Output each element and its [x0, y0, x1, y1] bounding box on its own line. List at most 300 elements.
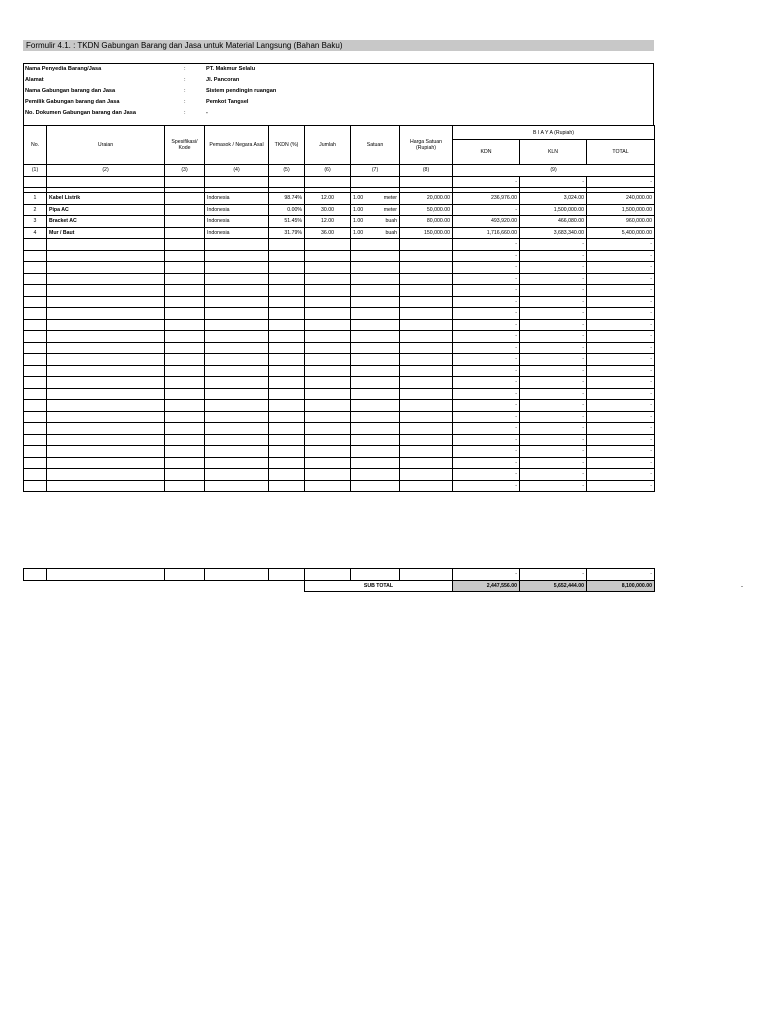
cell	[165, 469, 205, 481]
kln-cell: -	[520, 354, 587, 366]
item-harga: 150,000.00	[400, 227, 453, 239]
total-cell: -	[587, 365, 655, 377]
total-cell: -	[587, 296, 655, 308]
cell	[305, 569, 351, 581]
item-spesifikasi	[165, 227, 205, 239]
table-row	[24, 469, 655, 481]
item-satuan	[351, 204, 400, 216]
table-row	[24, 285, 655, 297]
cell	[400, 446, 453, 458]
cell	[351, 411, 400, 423]
total-cell: -	[587, 569, 655, 581]
cell	[205, 319, 269, 331]
cell	[205, 176, 269, 188]
table-row	[24, 377, 655, 389]
kln-cell: -	[520, 239, 587, 251]
cell	[400, 342, 453, 354]
item-satuan	[351, 216, 400, 228]
cell	[400, 411, 453, 423]
item-uraian: Kabel Listrik	[47, 193, 165, 205]
satuan-unit: buah	[385, 218, 397, 225]
cell	[165, 273, 205, 285]
item-total: 960,000.00	[587, 216, 655, 228]
cell	[165, 176, 205, 188]
item-pemasok: Indonesia	[205, 227, 269, 239]
cell	[47, 308, 165, 320]
table-row	[24, 227, 655, 239]
cell	[24, 480, 47, 492]
cell	[47, 250, 165, 262]
subtotal-kdn: 2,447,556.00	[453, 580, 520, 592]
cell	[205, 569, 269, 581]
item-pemasok: Indonesia	[205, 193, 269, 205]
cell	[205, 469, 269, 481]
col-num: (4)	[205, 165, 269, 177]
kln-cell: -	[520, 400, 587, 412]
cell	[400, 262, 453, 274]
spacer	[24, 580, 305, 592]
cell	[205, 400, 269, 412]
cell	[47, 434, 165, 446]
cell	[205, 262, 269, 274]
cell	[165, 239, 205, 251]
kln-cell: -	[520, 569, 587, 581]
col-num: (2)	[47, 165, 165, 177]
item-uraian: Bracket AC	[47, 216, 165, 228]
cell	[24, 365, 47, 377]
cell	[47, 176, 165, 188]
cell	[24, 423, 47, 435]
cell	[351, 354, 400, 366]
table-row	[24, 250, 655, 262]
kdn-cell: -	[453, 388, 520, 400]
cell	[400, 285, 453, 297]
item-jumlah: 12.00	[305, 193, 351, 205]
cell	[351, 262, 400, 274]
total-cell: -	[587, 319, 655, 331]
cell	[351, 308, 400, 320]
kln-cell: -	[520, 365, 587, 377]
table-row	[24, 239, 655, 251]
total-cell: -	[587, 308, 655, 320]
cell	[269, 434, 305, 446]
col-num: (6)	[305, 165, 351, 177]
kln-cell: -	[520, 457, 587, 469]
cell	[351, 285, 400, 297]
cell	[24, 273, 47, 285]
cell	[47, 342, 165, 354]
cell	[205, 250, 269, 262]
cell	[24, 400, 47, 412]
satuan-unit: meter	[383, 206, 397, 213]
kdn-cell: -	[453, 176, 520, 188]
item-kln: 1,500,000.00	[520, 204, 587, 216]
cell	[165, 296, 205, 308]
total-cell: -	[587, 342, 655, 354]
kln-cell: -	[520, 423, 587, 435]
cell	[269, 308, 305, 320]
table-row	[24, 342, 655, 354]
cell	[24, 388, 47, 400]
cell	[269, 569, 305, 581]
cell	[24, 377, 47, 389]
item-kdn: 236,976.00	[453, 193, 520, 205]
kdn-cell: -	[453, 469, 520, 481]
table-row	[24, 262, 655, 274]
header-total: TOTAL	[587, 140, 655, 165]
info-row	[24, 64, 653, 75]
header-row-top	[24, 126, 655, 140]
cell	[305, 262, 351, 274]
cell	[305, 446, 351, 458]
cell	[205, 388, 269, 400]
cell	[400, 400, 453, 412]
info-value: -	[206, 110, 208, 116]
cell	[269, 354, 305, 366]
cell	[400, 239, 453, 251]
cell	[269, 239, 305, 251]
cell	[305, 296, 351, 308]
kln-cell: -	[520, 469, 587, 481]
info-row	[24, 108, 653, 119]
cell	[351, 446, 400, 458]
kdn-cell: -	[453, 377, 520, 389]
info-colon: :	[184, 77, 186, 83]
total-cell: -	[587, 411, 655, 423]
table-row	[24, 296, 655, 308]
subtotal-row	[24, 580, 655, 592]
header-satuan: Satuan	[351, 126, 400, 165]
cell	[400, 331, 453, 343]
cell	[205, 331, 269, 343]
table-row	[24, 411, 655, 423]
item-kdn: -	[453, 204, 520, 216]
item-spesifikasi	[165, 193, 205, 205]
cell	[269, 411, 305, 423]
cell	[47, 331, 165, 343]
cell	[165, 342, 205, 354]
cell	[269, 480, 305, 492]
table-row	[24, 204, 655, 216]
cell	[400, 319, 453, 331]
tkdn-table	[23, 125, 655, 492]
item-uraian: Mur / Baut	[47, 227, 165, 239]
item-tkdn: 51.45%	[269, 216, 305, 228]
table-row	[24, 273, 655, 285]
item-kln: 3,683,340.00	[520, 227, 587, 239]
cell	[24, 308, 47, 320]
cell	[47, 423, 165, 435]
col-num: (7)	[351, 165, 400, 177]
info-label: Pemilik Gabungan barang dan Jasa	[25, 99, 120, 105]
header-spesifikasi: Spesifikasi/ Kode	[165, 126, 205, 165]
cell	[400, 388, 453, 400]
cell	[165, 250, 205, 262]
item-harga: 20,000.00	[400, 193, 453, 205]
kdn-cell: -	[453, 446, 520, 458]
info-value: Jl. Pancoran	[206, 77, 240, 83]
cell	[24, 239, 47, 251]
cell	[24, 457, 47, 469]
col-num: (5)	[269, 165, 305, 177]
kln-cell: -	[520, 308, 587, 320]
satuan-unit: buah	[385, 229, 397, 236]
cell	[305, 411, 351, 423]
cell	[400, 273, 453, 285]
cell	[269, 273, 305, 285]
table-row	[24, 446, 655, 458]
cell	[351, 365, 400, 377]
info-row	[24, 75, 653, 86]
cell	[400, 377, 453, 389]
cell	[24, 296, 47, 308]
total-cell: -	[587, 176, 655, 188]
cell	[400, 176, 453, 188]
kln-cell: -	[520, 377, 587, 389]
kdn-cell: -	[453, 262, 520, 274]
cell	[47, 480, 165, 492]
header-tkdn: TKDN (%)	[269, 126, 305, 165]
total-cell: -	[587, 457, 655, 469]
table-row	[24, 388, 655, 400]
cell	[305, 469, 351, 481]
cell	[351, 480, 400, 492]
kln-cell: -	[520, 176, 587, 188]
table-row	[24, 457, 655, 469]
cell	[269, 388, 305, 400]
cell	[24, 342, 47, 354]
col-num: (3)	[165, 165, 205, 177]
cell	[24, 434, 47, 446]
cell	[400, 469, 453, 481]
satuan-qty: 1.00	[353, 195, 364, 202]
total-cell: -	[587, 480, 655, 492]
cell	[24, 250, 47, 262]
cell	[351, 457, 400, 469]
info-label: No. Dokumen Gabungan barang dan Jasa	[25, 110, 136, 116]
cell	[165, 411, 205, 423]
header-kln: KLN	[520, 140, 587, 165]
header-biaya: B I A Y A (Rupiah)	[453, 126, 655, 140]
kln-cell: -	[520, 262, 587, 274]
blank-row	[24, 569, 655, 581]
cell	[24, 262, 47, 274]
header-jumlah: Jumlah	[305, 126, 351, 165]
cell	[47, 469, 165, 481]
info-colon: :	[184, 110, 186, 116]
total-cell: -	[587, 250, 655, 262]
kdn-cell: -	[453, 457, 520, 469]
table-row	[24, 480, 655, 492]
cell	[205, 377, 269, 389]
kln-cell: -	[520, 388, 587, 400]
cell	[165, 457, 205, 469]
total-cell: -	[587, 423, 655, 435]
item-pemasok: Indonesia	[205, 216, 269, 228]
header-no: No.	[24, 126, 47, 165]
cell	[305, 342, 351, 354]
cell	[269, 331, 305, 343]
total-cell: -	[587, 239, 655, 251]
cell	[47, 365, 165, 377]
cell	[165, 354, 205, 366]
cell	[269, 319, 305, 331]
cell	[24, 331, 47, 343]
total-cell: -	[587, 262, 655, 274]
cell	[205, 365, 269, 377]
cell	[205, 285, 269, 297]
cell	[24, 411, 47, 423]
item-total: 1,500,000.00	[587, 204, 655, 216]
total-cell: -	[587, 388, 655, 400]
cell	[24, 354, 47, 366]
cell	[400, 569, 453, 581]
kdn-cell: -	[453, 319, 520, 331]
cell	[351, 388, 400, 400]
item-satuan	[351, 193, 400, 205]
cell	[205, 423, 269, 435]
cell	[24, 176, 47, 188]
cell	[305, 285, 351, 297]
subtotal-total: 8,100,000.00	[587, 580, 655, 592]
info-value: PT. Makmur Selalu	[206, 66, 256, 72]
cell	[269, 469, 305, 481]
cell	[351, 342, 400, 354]
cell	[400, 480, 453, 492]
item-no: 1	[24, 193, 47, 205]
cell	[351, 296, 400, 308]
cell	[351, 377, 400, 389]
cell	[165, 569, 205, 581]
cell	[205, 239, 269, 251]
col-num: (8)	[400, 165, 453, 177]
kln-cell: -	[520, 331, 587, 343]
item-pemasok: Indonesia	[205, 204, 269, 216]
table-row	[24, 331, 655, 343]
cell	[305, 308, 351, 320]
cell	[47, 446, 165, 458]
cell	[205, 308, 269, 320]
cell	[205, 480, 269, 492]
cell	[205, 446, 269, 458]
cell	[269, 262, 305, 274]
satuan-qty: 1.00	[353, 206, 364, 213]
item-tkdn: 31.79%	[269, 227, 305, 239]
cell	[165, 308, 205, 320]
cell	[205, 411, 269, 423]
cell	[305, 239, 351, 251]
cell	[400, 250, 453, 262]
col-num: (1)	[24, 165, 47, 177]
table-row	[24, 434, 655, 446]
info-value: Sistem pendingin ruangan	[206, 88, 277, 94]
item-tkdn: 0.00%	[269, 204, 305, 216]
info-colon: :	[184, 66, 186, 72]
kdn-cell: -	[453, 480, 520, 492]
cell	[269, 285, 305, 297]
item-total: 5,400,000.00	[587, 227, 655, 239]
header-harga: Harga Satuan (Rupiah)	[400, 126, 453, 165]
info-label: Nama Gabungan barang dan Jasa	[25, 88, 116, 94]
cell	[165, 423, 205, 435]
cell	[305, 273, 351, 285]
cell	[269, 296, 305, 308]
kln-cell: -	[520, 273, 587, 285]
item-uraian: Pipa AC	[47, 204, 165, 216]
item-satuan	[351, 227, 400, 239]
cell	[305, 457, 351, 469]
cell	[47, 285, 165, 297]
cell	[47, 457, 165, 469]
table-row	[24, 308, 655, 320]
total-cell: -	[587, 273, 655, 285]
cell	[269, 457, 305, 469]
item-kdn: 1,716,660.00	[453, 227, 520, 239]
item-kdn: 493,920.00	[453, 216, 520, 228]
cell	[400, 296, 453, 308]
cell	[351, 423, 400, 435]
cell	[165, 480, 205, 492]
header-pemasok: Pemasok / Negara Asal	[205, 126, 269, 165]
cell	[47, 569, 165, 581]
cell	[400, 434, 453, 446]
cell	[47, 273, 165, 285]
info-label: Nama Penyedia Barang/Jasa	[25, 66, 102, 72]
cell	[269, 176, 305, 188]
item-kln: 466,080.00	[520, 216, 587, 228]
satuan-unit: meter	[383, 195, 397, 202]
header-kdn: KDN	[453, 140, 520, 165]
kln-cell: -	[520, 285, 587, 297]
cell	[351, 319, 400, 331]
cell	[47, 388, 165, 400]
item-no: 4	[24, 227, 47, 239]
total-cell: -	[587, 354, 655, 366]
item-kln: 3,024.00	[520, 193, 587, 205]
cell	[269, 400, 305, 412]
cell	[47, 239, 165, 251]
cell	[47, 411, 165, 423]
cell	[351, 176, 400, 188]
cell	[351, 469, 400, 481]
cell	[24, 319, 47, 331]
kln-cell: -	[520, 296, 587, 308]
kln-cell: -	[520, 342, 587, 354]
kdn-cell: -	[453, 285, 520, 297]
cell	[305, 480, 351, 492]
cell	[305, 250, 351, 262]
cell	[305, 388, 351, 400]
item-no: 2	[24, 204, 47, 216]
cell	[165, 365, 205, 377]
total-cell: -	[587, 469, 655, 481]
cell	[165, 388, 205, 400]
total-cell: -	[587, 331, 655, 343]
info-colon: :	[184, 99, 186, 105]
stray-dash: -	[741, 584, 743, 590]
cell	[47, 262, 165, 274]
info-colon: :	[184, 88, 186, 94]
item-jumlah: 36.00	[305, 227, 351, 239]
kdn-cell: -	[453, 569, 520, 581]
cell	[400, 423, 453, 435]
col-num: (9)	[453, 165, 655, 177]
cell	[205, 434, 269, 446]
cell	[165, 377, 205, 389]
total-cell: -	[587, 446, 655, 458]
kdn-cell: -	[453, 354, 520, 366]
cell	[205, 457, 269, 469]
